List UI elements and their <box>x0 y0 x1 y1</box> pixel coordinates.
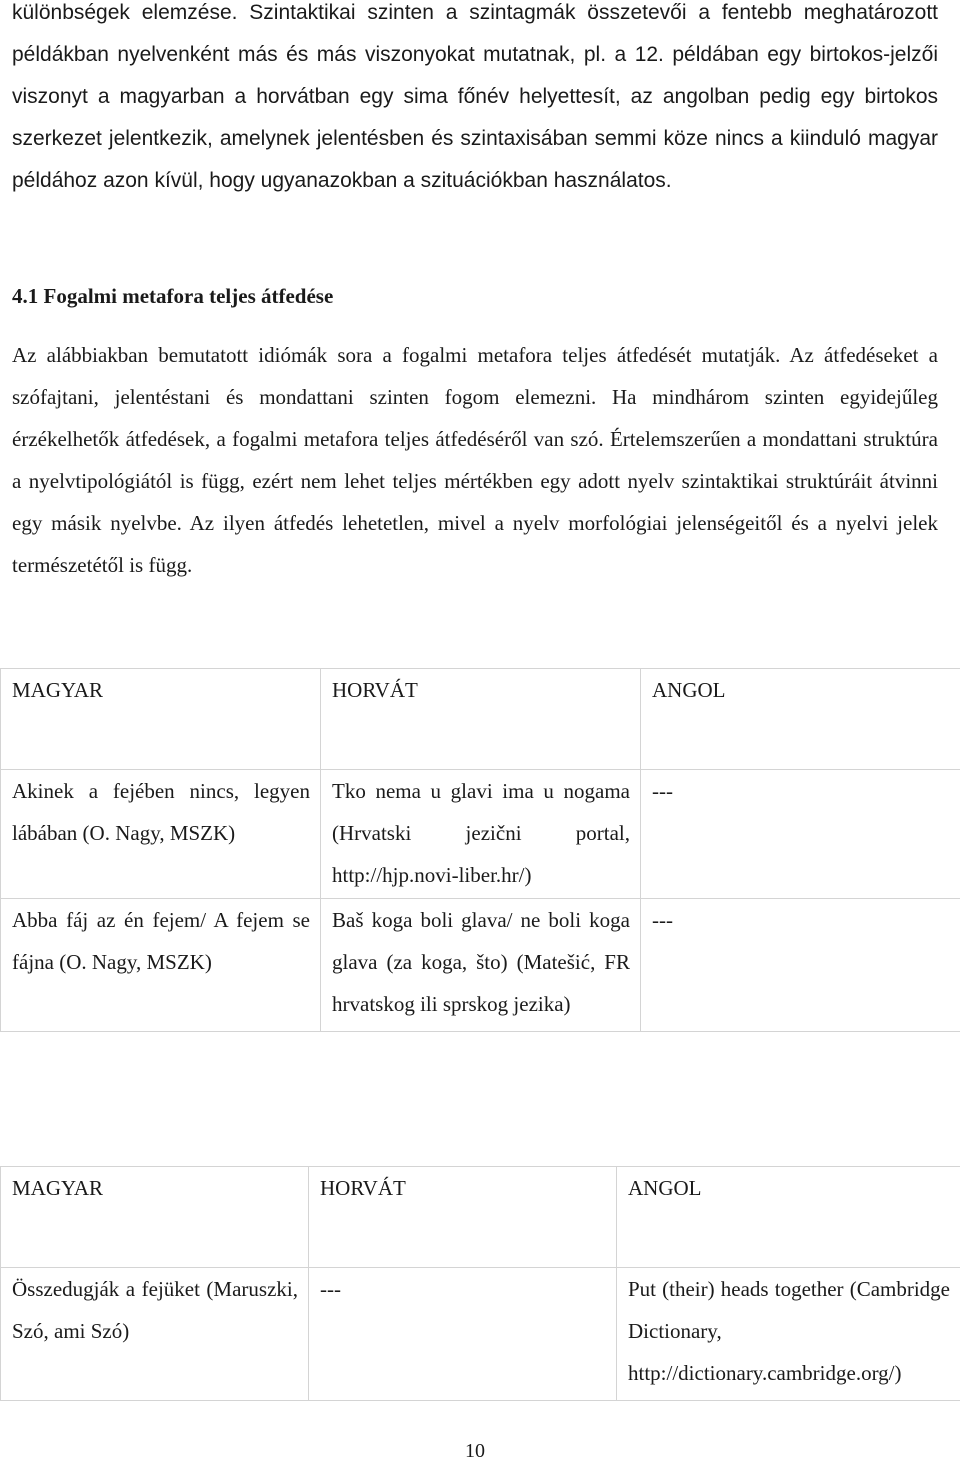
table-cell: Összedugják a fejüket (Maruszki, Szó, ami Szó) <box>1 1268 309 1401</box>
header-cell-angol: ANGOL <box>617 1167 960 1268</box>
table-header-row <box>1 1167 960 1268</box>
header-cell-horvat: HORVÁT <box>321 669 641 770</box>
idiom-table-2 <box>0 1166 960 1401</box>
table-cell: --- <box>641 770 960 899</box>
idiom-table-1 <box>0 668 960 1032</box>
table-cell: Tko nema u glavi ima u nogama (Hrvatski jezični portal, http://hjp.novi-liber.hr/) <box>321 770 641 899</box>
table-header-row <box>1 669 960 770</box>
table-cell: --- <box>641 899 960 1032</box>
table-cell: Baš koga boli glava/ ne boli koga glava (za koga, što) (Matešić, FR hrvatskog ili sprskog jezika) <box>321 899 641 1032</box>
section-paragraph: Az alábbiakban bemutatott idiómák sora a fogalmi metafora teljes átfedését mutatják. Az átfedéseket a szófajtani, jelentéstani és mondattani szinten fogom elemezni. Ha mindhárom szinten egyidejűleg érzékelhetők átfedések, a fogalmi metafora teljes átfedéséről van szó. Értelemszerűen a mondattani struktúra a nyelvtipológiától is függ, ezért nem lehet teljes mértékben egy adott nyelv szintaktikai struktúráit átvinni egy másik nyelvbe. Az ilyen átfedés lehetetlen, mivel a nyelv morfológiai jelenségeitől és a nyelvi jelek természetétől is függ. <box>12 343 938 577</box>
header-cell-magyar: MAGYAR <box>1 669 321 770</box>
table-cell: --- <box>309 1268 617 1401</box>
intro-paragraph: különbségek elemzése. Szintaktikai szinten a szintagmák összetevői a fentebb meghatározott példákban nyelvenként más és más viszonyokat mutatnak, pl. a 12. példában egy birtokos-jelzői viszonyt a magyarban a horvátban egy sima főnév helyettesít, az angolban pedig egy birtokos szerkezet jelentkezik, amelynek jelentésben és szintaxisában semmi köze nincs a kiinduló magyar példához azon kívül, hogy ugyanazokban a szituációkban használatos. <box>12 1 938 192</box>
table-cell: Put (their) heads together (Cambridge Dictionary, http://dictionary.cambridge.org/) <box>617 1268 960 1401</box>
header-cell-angol: ANGOL <box>641 669 960 770</box>
table-row <box>1 899 960 1032</box>
section-heading: 4.1 Fogalmi metafora teljes átfedése <box>12 284 334 308</box>
table-row <box>1 1268 960 1401</box>
table-cell: Abba fáj az én fejem/ A fejem se fájna (O. Nagy, MSZK) <box>1 899 321 1032</box>
header-cell-magyar: MAGYAR <box>1 1167 309 1268</box>
header-cell-horvat: HORVÁT <box>309 1167 617 1268</box>
table-row <box>1 770 960 899</box>
table-cell: Akinek a fejében nincs, legyen lábában (O. Nagy, MSZK) <box>1 770 321 899</box>
page-number: 10 <box>465 1440 485 1462</box>
